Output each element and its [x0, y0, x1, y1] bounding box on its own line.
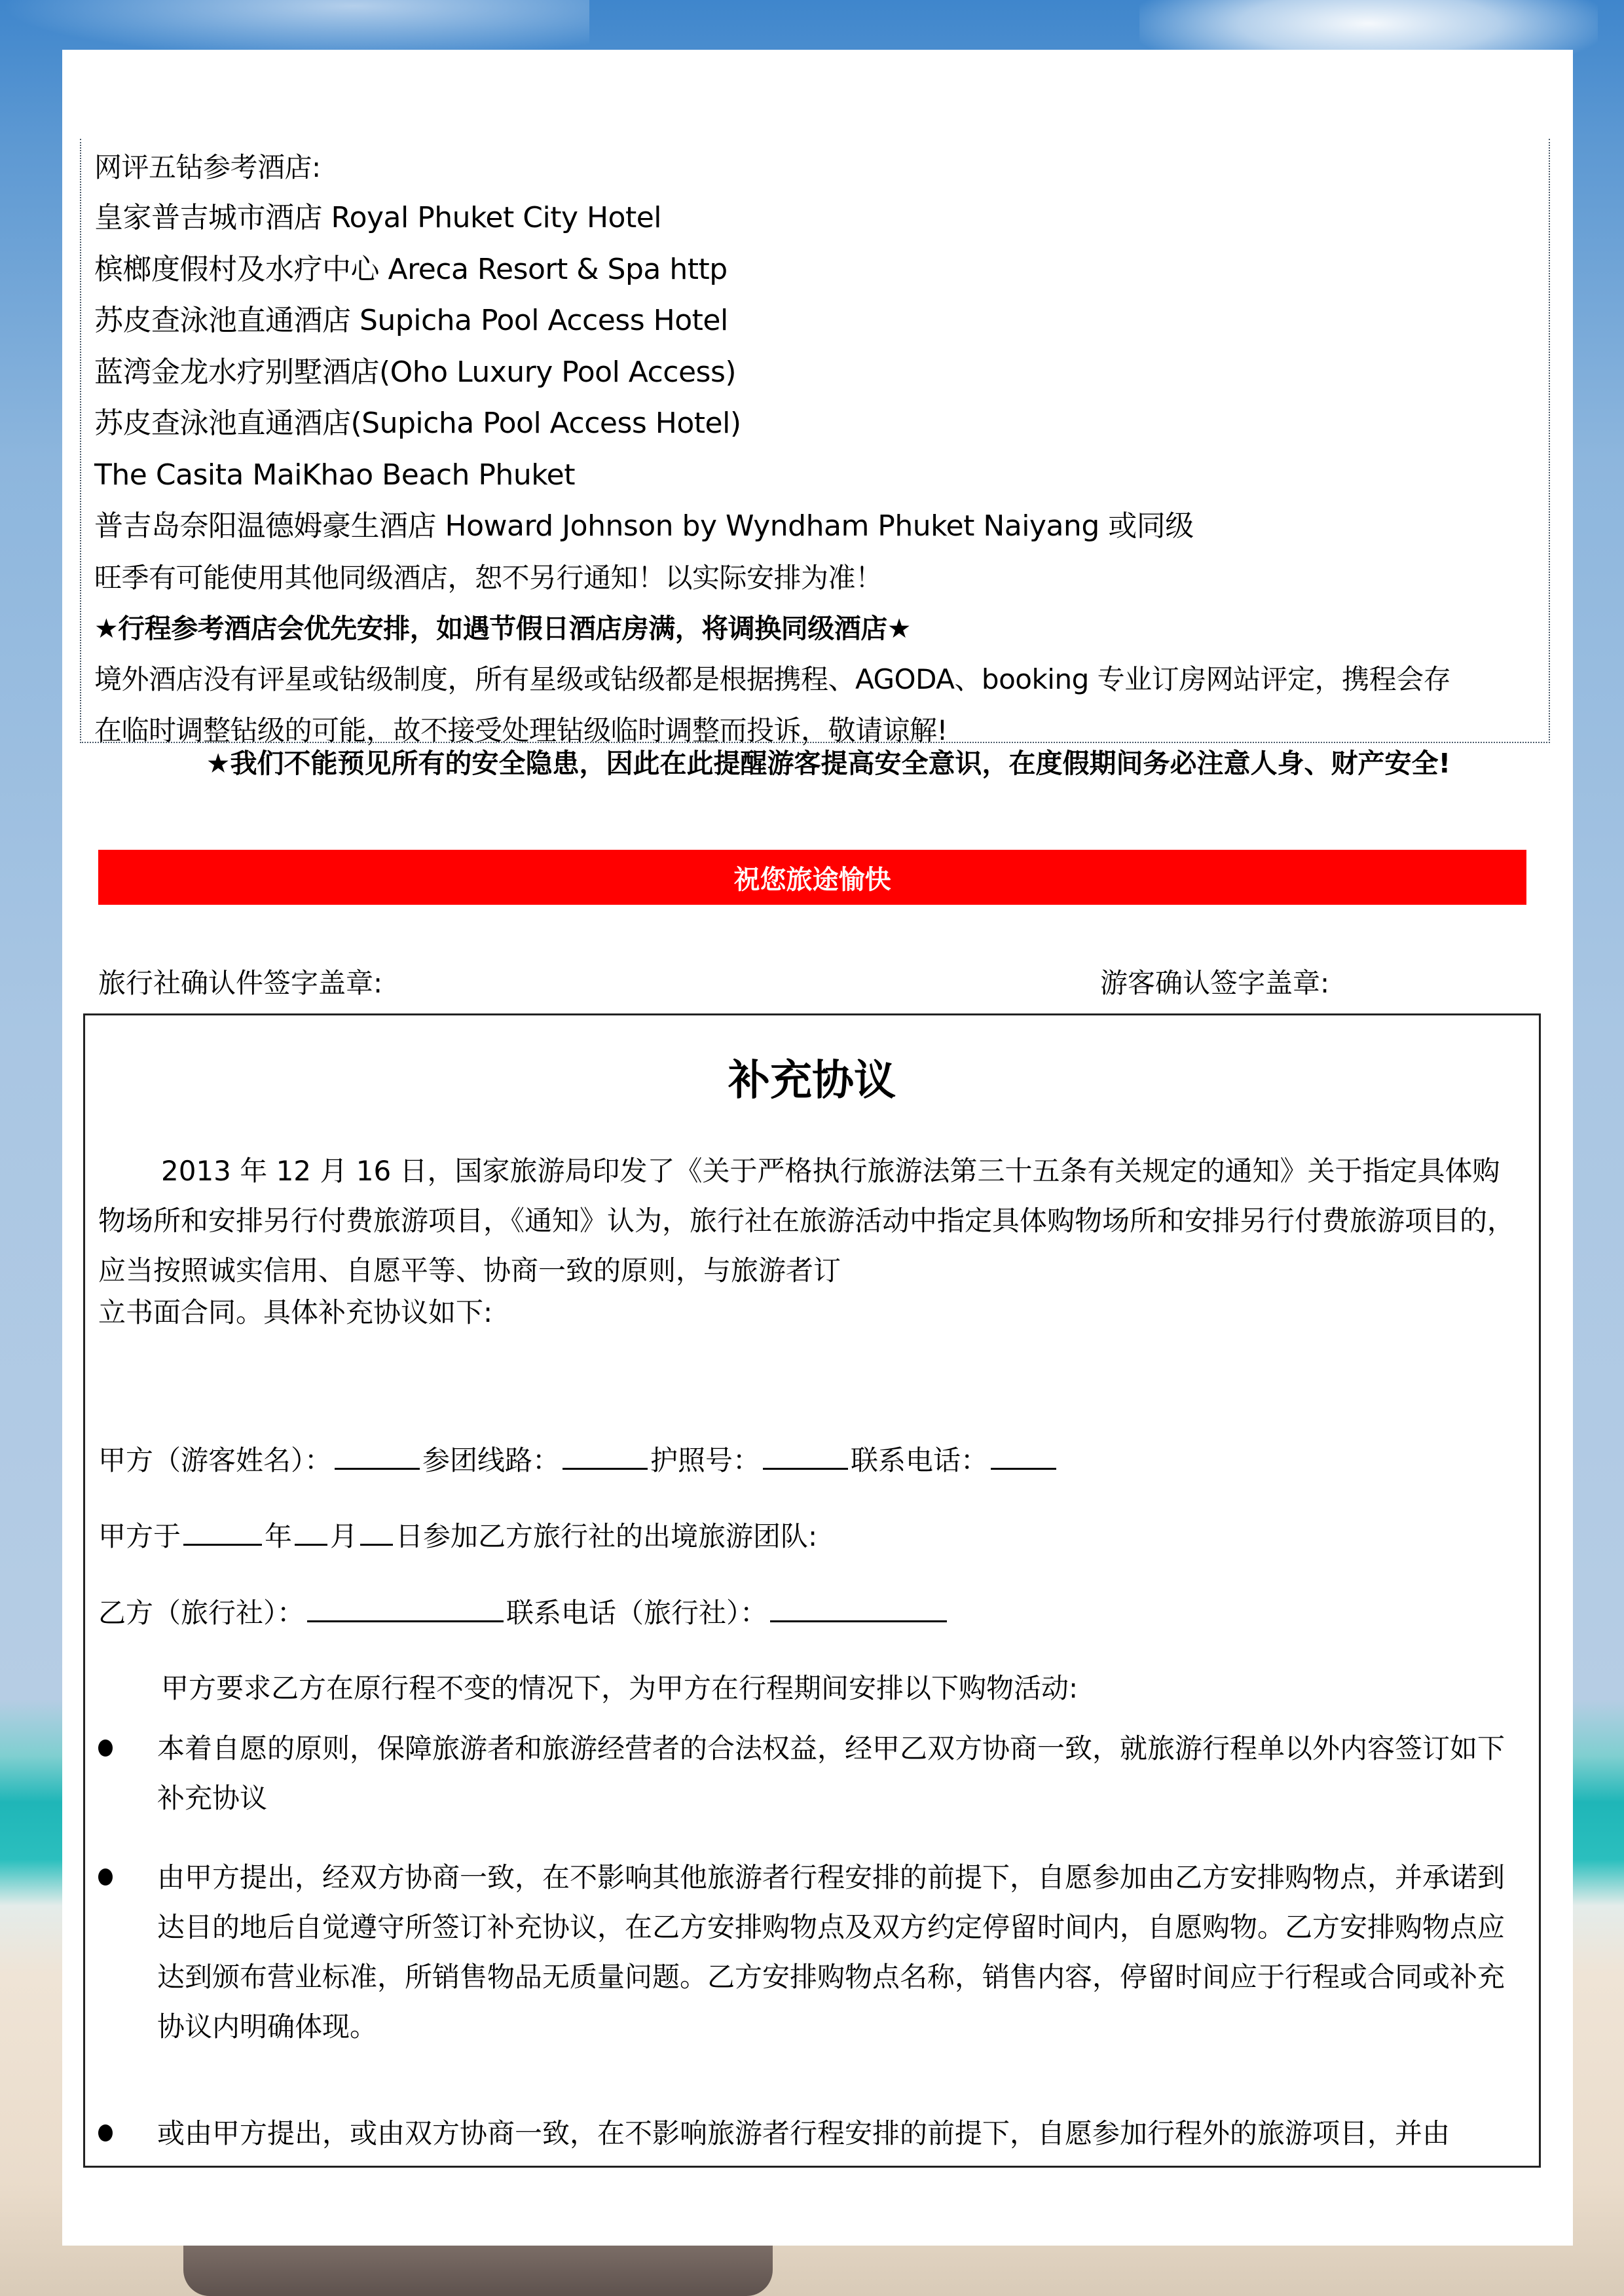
- beach-rock-background: [183, 2246, 773, 2296]
- agency-phone-field[interactable]: [770, 1595, 947, 1622]
- party-a-line: [98, 1441, 1059, 1480]
- shopping-request: 甲方要求乙方在原行程不变的情况下，为甲方在行程期间安排以下购物活动:: [161, 1672, 1079, 1704]
- hotels-heading: 网评五钻参考酒店:: [94, 151, 321, 183]
- date-prefix: 甲方于: [98, 1520, 181, 1552]
- hotel-item: 普吉岛奈阳温德姆豪生酒店 Howard Johnson by Wyndham Phuket Naiyang 或同级: [94, 509, 1194, 543]
- bullet-icon: [98, 2124, 113, 2141]
- tourist-phone-field[interactable]: [991, 1443, 1056, 1470]
- tourist-phone-label: 联系电话：: [851, 1444, 989, 1476]
- agency-field[interactable]: [307, 1595, 504, 1622]
- rating-note-line-2: 在临时调整钻级的可能，故不接受处理钻级临时调整而投诉，敬请谅解!: [94, 714, 948, 746]
- bullet-icon: [98, 1740, 113, 1757]
- bullet-text: 由甲方提出，经双方协商一致，在不影响其他旅游者行程安排的前提下，自愿参加由乙方安排购物点，并承诺到达目的地后自觉遵守所签订补充协议，在乙方安排购物点及双方约定停留时间内，自愿购物。乙方安排购物点应达到颁布营业标准，所销售物品无质量问题。乙方安排购物点名称，销售内容，停留时间应于行程或合同或补充协议内明确体现。: [157, 1861, 1505, 2043]
- date-line: [98, 1517, 817, 1556]
- day-field[interactable]: [360, 1519, 393, 1546]
- passport-field[interactable]: [763, 1443, 848, 1470]
- bullet-icon: [98, 1868, 113, 1886]
- rating-note-line-1: 境外酒店没有评星或钻级制度，所有星级或钻级都是根据携程、AGODA、booking 专业订房网站评定，携程会存: [94, 663, 1451, 695]
- hotel-item: 蓝湾金龙水疗别墅酒店(Oho Luxury Pool Access): [94, 355, 737, 389]
- agency-phone-label: 联系电话（旅行社）：: [506, 1597, 768, 1629]
- hotel-item: The Casita MaiKhao Beach Phuket: [94, 458, 575, 492]
- hotel-item: 苏皮查泳池直通酒店 Supicha Pool Access Hotel: [94, 304, 728, 337]
- tourist-signature-label: 游客确认签字盖章:: [1100, 967, 1330, 999]
- safety-notice: ★我们不能预见所有的安全隐患，因此在此提醒游客提高安全意识，在度假期间务必注意人身、财产安全!: [206, 748, 1451, 779]
- tourist-name-field[interactable]: [335, 1443, 420, 1470]
- date-suffix: 日参加乙方旅行社的出境旅游团队:: [396, 1520, 818, 1552]
- banner-text: 祝您旅途愉快: [733, 864, 891, 895]
- hotel-item: 苏皮查泳池直通酒店(Supicha Pool Access Hotel): [94, 407, 741, 440]
- agreement-intro: 2013 年 12 月 16 日，国家旅游局印发了《关于严格执行旅游法第三十五条有关规定的通知》关于指定具体购物场所和安排另行付费旅游项目，《通知》认为，旅行社在旅游活动中指定具体购物场所和安排另行付费旅游项目的，应当按照诚实信用、自愿平等、协商一致的原则，与旅游者订: [98, 1155, 1515, 1286]
- year-field[interactable]: [183, 1519, 262, 1546]
- agreement-title: 补充协议: [728, 1057, 896, 1105]
- route-label: 参团线路：: [422, 1444, 561, 1476]
- tourist-name-label: 甲方（游客姓名）：: [98, 1444, 333, 1476]
- bullet-text: 本着自愿的原则，保障旅游者和旅游经营者的合法权益，经甲乙双方协商一致，就旅游行程单以外内容签订如下补充协议: [157, 1732, 1505, 1814]
- agency-signature-label: 旅行社确认件签字盖章:: [98, 967, 383, 999]
- document-page: [62, 50, 1573, 2246]
- passport-label: 护照号：: [650, 1444, 761, 1476]
- party-b-line: [98, 1594, 950, 1633]
- hotel-item: 皇家普吉城市酒店 Royal Phuket City Hotel: [94, 201, 662, 234]
- agency-label: 乙方（旅行社）：: [98, 1597, 305, 1629]
- month-field[interactable]: [295, 1519, 327, 1546]
- reference-hotels-box: [80, 139, 1550, 746]
- hotel-item: 槟榔度假村及水疗中心 Areca Resort & Spa http: [94, 253, 728, 286]
- route-field[interactable]: [563, 1443, 648, 1470]
- supplementary-agreement-box: [83, 1013, 1541, 2168]
- bullet-text: 或由甲方提出，或由双方协商一致，在不影响旅游者行程安排的前提下，自愿参加行程外的旅游项目，并由: [157, 2117, 1450, 2149]
- priority-note: ★行程参考酒店会优先安排，如遇节假日酒店房满，将调换同级酒店★: [94, 613, 912, 644]
- year-label: 年: [265, 1520, 293, 1552]
- agreement-intro-cont: 立书面合同。具体补充协议如下:: [98, 1296, 493, 1328]
- peak-season-note: 旺季有可能使用其他同级酒店，恕不另行通知！以实际安排为准！: [94, 562, 883, 594]
- month-label: 月: [330, 1520, 358, 1552]
- wish-banner: [98, 850, 1526, 905]
